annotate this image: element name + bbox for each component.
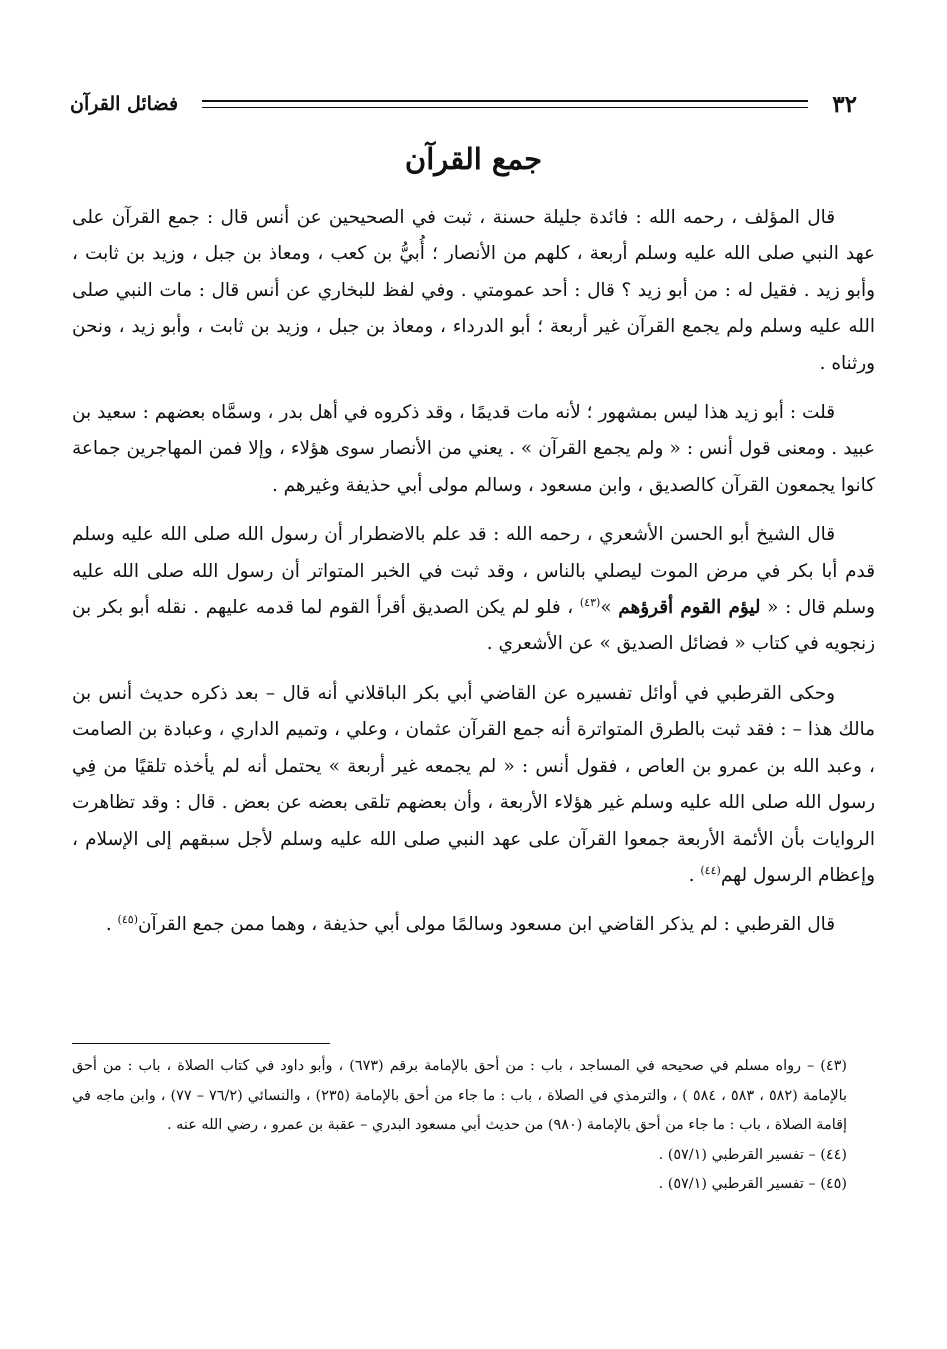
paragraph xyxy=(72,517,875,663)
footnotes xyxy=(72,1052,847,1200)
main-text xyxy=(72,200,875,957)
paragraph xyxy=(72,907,875,943)
paragraph xyxy=(72,676,875,894)
footnote-ref: (٤٣) xyxy=(579,595,601,609)
paragraph-text: قلت : أبو زيد هذا ليس بمشهور ؛ لأنه مات قديمًا ، وقد ذكروه في أهل بدر ، وسمَّاه بعضهم : سعيد بن عبيد . ومعنى قول أنس : « ولم يجمع القرآن » . يعني من الأنصار سوى هؤلاء ، وإلا فمن المهاجرين جماعة كانوا يجمعون القرآن كالصديق ، وابن مسعود ، وسالم مولى أبي حذيفة وغيرهم . xyxy=(72,402,875,496)
paragraph-text: وحكى القرطبي في أوائل تفسيره عن القاضي أبي بكر الباقلاني أنه قال – بعد ذكره حديث أنس بن مالك هذا – : فقد ثبت بالطرق المتواترة أنه جمع القرآن عثمان ، وعلي ، وتميم الداري ، وعبادة بن الصامت ، وعبد الله بن عمرو بن العاص ، فقول أنس : « لم يجمعه غير أربعة » يحتمل أنه لم يأخذه تلقيًا من فِي رسول الله صلى الله عليه وسلم غير هؤلاء الأربعة ، وأن بعضهم تلقى بعضه عن بعض . قال : وقد تظاهرت الروايات بأن الأئمة الأربعة جمعوا القرآن على عهد النبي صلى الله عليه وسلم لأجل سبقهم إلى الإسلام ، وإعظام الرسول لهم xyxy=(72,682,875,886)
paragraph-text: ، فلو لم يكن الصديق أقرأ القوم لما قدمه عليهم . نقله أبو بكر بن زنجويه في كتاب « فضائل الصديق » عن الأشعري . xyxy=(72,597,875,655)
header-rule xyxy=(202,100,808,108)
page-header xyxy=(70,88,857,120)
paragraph xyxy=(72,200,875,382)
hadith-quote: ليؤم القوم أقرؤهم xyxy=(618,597,761,619)
running-title: فضائل القرآن xyxy=(70,93,179,115)
paragraph-text: قال المؤلف ، رحمه الله : فائدة جليلة حسنة ، ثبت في الصحيحين عن أنس قال : جمع القرآن على عهد النبي صلى الله عليه وسلم أربعة ، كلهم من الأنصار ؛ أُبيُّ بن كعب ، ومعاذ بن جبل ، وزيد بن ثابت ، وأبو زيد . فقيل له : من أبو زيد ؟ قال : أحد عمومتي . وفي لفظ للبخاري عن أنس قال : مات النبي صلى الله عليه وسلم ولم يجمع القرآن غير أربعة ؛ أبو الدرداء ، ومعاذ بن جبل ، وزيد بن ثابت ، وأبو زيد ، ونحن ورثناه . xyxy=(72,207,875,374)
footnote-separator xyxy=(72,1043,330,1044)
paragraph-text: . xyxy=(105,914,112,936)
page-number: ٣٢ xyxy=(832,90,857,118)
paragraph-text: قال الشيخ أبو الحسن الأشعري ، رحمه الله : قد علم بالاضطرار أن رسول الله صلى الله عليه وسلم قدم أبا بكر في مرض الموت ليصلي بالناس ، وقد ثبت في الخبر المتواتر أن رسول الله صلى الله عليه وسلم قال : « xyxy=(72,524,875,619)
paragraph-text: . xyxy=(688,864,695,886)
section-title: جمع القرآن xyxy=(404,142,543,176)
footnote-ref: (٤٤) xyxy=(700,863,721,877)
paragraph-text: قال القرطبي : لم يذكر القاضي ابن مسعود وسالمًا مولى أبي حذيفة ، وهما ممن جمع القرآن xyxy=(138,914,835,936)
footnote: (٤٥) – تفسير القرطبي (٥٧/١) . xyxy=(658,1176,847,1192)
quote-mark: » xyxy=(600,597,612,619)
footnote-ref: (٤٥) xyxy=(117,913,139,927)
paragraph xyxy=(72,395,875,504)
footnote: (٤٣) – رواه مسلم في صحيحه في المساجد ، باب : من أحق بالإمامة برقم (٦٧٣) ، وأبو داود في كتاب الصلاة ، باب : من أحق بالإمامة (٥٨٢ ، ٥٨٣ ، ٥٨٤ ) ، والترمذي في الصلاة ، باب : ما جاء من أحق بالإمامة (٢٣٥) ، والنسائي (٧٦/٢ – ٧٧) ، وابن ماجه في إقامة الصلاة ، باب : ما جاء من أحق بالإمامة (٩٨٠) من حديث أبي مسعود البدري – عقبة بن عمرو ، رضي الله عنه . xyxy=(72,1058,847,1133)
footnote: (٤٤) – تفسير القرطبي (٥٧/١) . xyxy=(658,1146,847,1163)
